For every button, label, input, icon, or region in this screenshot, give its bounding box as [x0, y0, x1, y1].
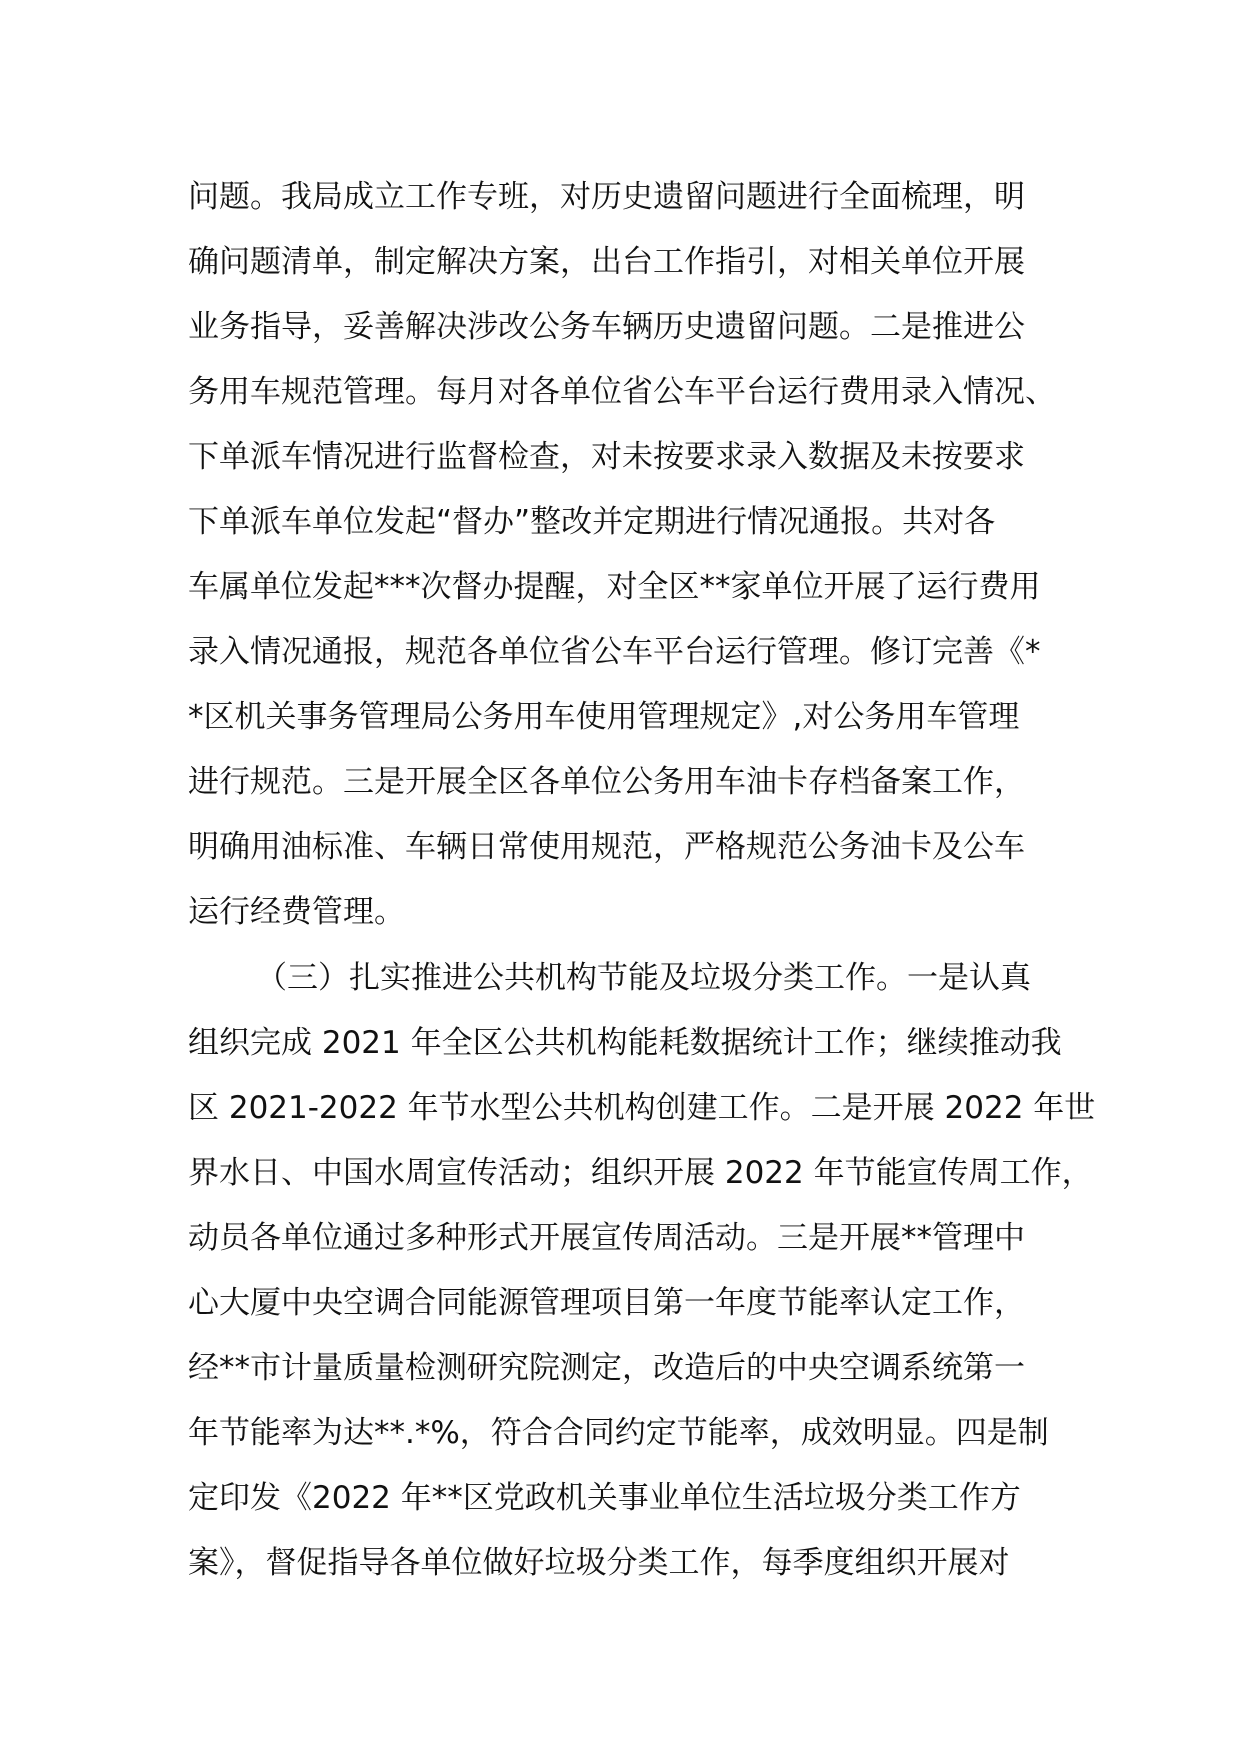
text-line: *区机关事务管理局公务用车使用管理规定》,对公务用车管理	[188, 699, 1020, 735]
text-line: 动员各单位通过多种形式开展宣传周活动。三是开展**管理中	[188, 1220, 1025, 1256]
text-line: 进行规范。三是开展全区各单位公务用车油卡存档备案工作，	[188, 764, 1025, 800]
text-line: 年节能率为达**.*%，符合合同约定节能率，成效明显。四是制	[188, 1415, 1049, 1451]
text-line: 区 2021-2022 年节水型公共机构创建工作。二是开展 2022 年世	[188, 1090, 1096, 1126]
section-heading-line: （三）扎实推进公共机构节能及垃圾分类工作。一是认真	[256, 960, 1031, 996]
text-line: 定印发《2022 年**区党政机关事业单位生活垃圾分类工作方	[188, 1480, 1021, 1516]
text-line: 明确用油标准、车辆日常使用规范，严格规范公务油卡及公车	[188, 829, 1025, 865]
text-line: 车属单位发起***次督办提醒，对全区**家单位开展了运行费用	[188, 569, 1041, 605]
text-line: 心大厦中央空调合同能源管理项目第一年度节能率认定工作，	[188, 1285, 1025, 1321]
text-line: 确问题清单，制定解决方案，出台工作指引，对相关单位开展	[188, 244, 1025, 280]
text-line: 问题。我局成立工作专班，对历史遗留问题进行全面梳理，明	[188, 179, 1025, 215]
text-line: 下单派车单位发起“督办”整改并定期进行情况通报。共对各	[188, 504, 996, 540]
text-line: 务用车规范管理。每月对各单位省公车平台运行费用录入情况、	[188, 374, 1056, 410]
text-line: 界水日、中国水周宣传活动；组织开展 2022 年节能宣传周工作，	[188, 1155, 1093, 1191]
text-line: 运行经费管理。	[188, 894, 405, 930]
text-line: 案》，督促指导各单位做好垃圾分类工作，每季度组织开展对	[188, 1545, 1010, 1581]
text-line: 录入情况通报，规范各单位省公车平台运行管理。修订完善《*	[188, 634, 1041, 670]
text-line: 下单派车情况进行监督检查，对未按要求录入数据及未按要求	[188, 439, 1025, 475]
text-line: 经**市计量质量检测研究院测定，改造后的中央空调系统第一	[188, 1350, 1025, 1386]
text-line: 业务指导，妥善解决涉改公务车辆历史遗留问题。二是推进公	[188, 309, 1025, 345]
text-line: 组织完成 2021 年全区公共机构能耗数据统计工作；继续推动我	[188, 1025, 1062, 1061]
